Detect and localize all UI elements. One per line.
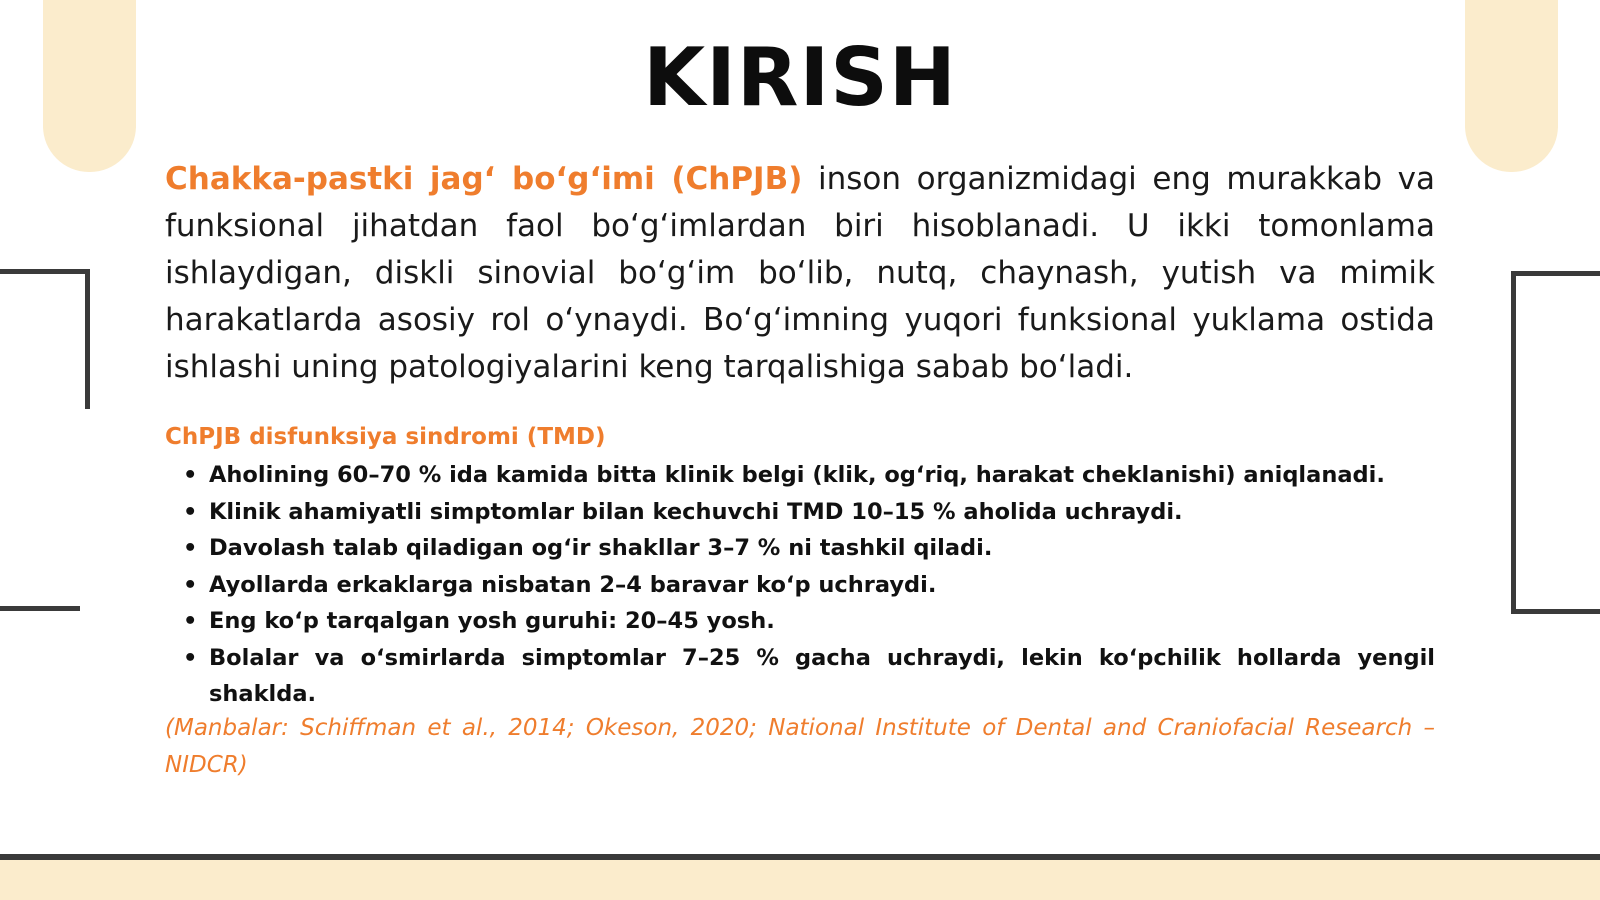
list-item-text: Davolash talab qiladigan og‘ir shakllar 3–7 % ni tashkil qiladi. (209, 535, 993, 561)
bullet-dot-icon: • (183, 535, 198, 561)
decor-bracket-right (1511, 271, 1600, 614)
section-subheading: ChPJB disfunksiya sindromi (TMD) (165, 424, 606, 450)
bullet-dot-icon: • (183, 571, 198, 598)
slide-title: KIRISH (643, 31, 957, 124)
sources-citation: (Manbalar: Schiffman et al., 2014; Okeson, 2020; National Institute of Dental and Craniofacial Research – NIDCR) (165, 715, 1435, 778)
decor-bracket-left-bottom (0, 606, 80, 611)
list-item-text: Klinik ahamiyatli simptomlar bilan kechuvchi TMD 10–15 % aholida uchraydi. (209, 498, 1183, 525)
bullet-dot-icon: • (183, 462, 198, 488)
decor-bottom-band (0, 860, 1600, 900)
list-item-text: Aholining 60–70 % ida kamida bitta klinik belgi (klik, og‘riq, harakat cheklanishi) aniqlanadi. (209, 462, 1385, 488)
list-item (165, 603, 1435, 640)
list-item (165, 494, 1435, 531)
intro-highlight: Chakka-pastki jag‘ bo‘g‘imi (ChPJB) (165, 161, 803, 197)
list-item (165, 567, 1435, 604)
intro-paragraph (165, 156, 1435, 391)
list-item (165, 640, 1435, 713)
list-item-text: Bolalar va o‘smirlarda simptomlar 7–25 % gacha uchraydi, lekin ko‘pchilik hollarda yengil shaklda. (209, 644, 1435, 707)
list-item-text: Ayollarda erkaklarga nisbatan 2–4 baravar ko‘p uchraydi. (209, 571, 937, 598)
list-item (165, 530, 1435, 567)
bullet-dot-icon: • (183, 644, 198, 671)
decor-bracket-left-top (0, 269, 90, 409)
list-item-text: Eng ko‘p tarqalgan yosh guruhi: 20–45 yosh. (209, 608, 775, 634)
bullet-dot-icon: • (183, 608, 198, 634)
bullet-dot-icon: • (183, 498, 198, 525)
bullet-list (165, 457, 1435, 713)
list-item (165, 457, 1435, 494)
intro-text: inson organizmidagi eng murakkab va funksional jihatdan faol bo‘g‘imlardan biri hisoblanadi. U ikki tomonlama ishlaydigan, diskli sinovial bo‘g‘im bo‘lib, nutq, chaynash, yutish va mimik harakatlarda asosiy rol o‘ynaydi. Bo‘g‘imning yuqori funksional yuklama ostida ishlashi uning patologiyalarini keng tarqalishiga sabab bo‘ladi. (165, 161, 1436, 385)
